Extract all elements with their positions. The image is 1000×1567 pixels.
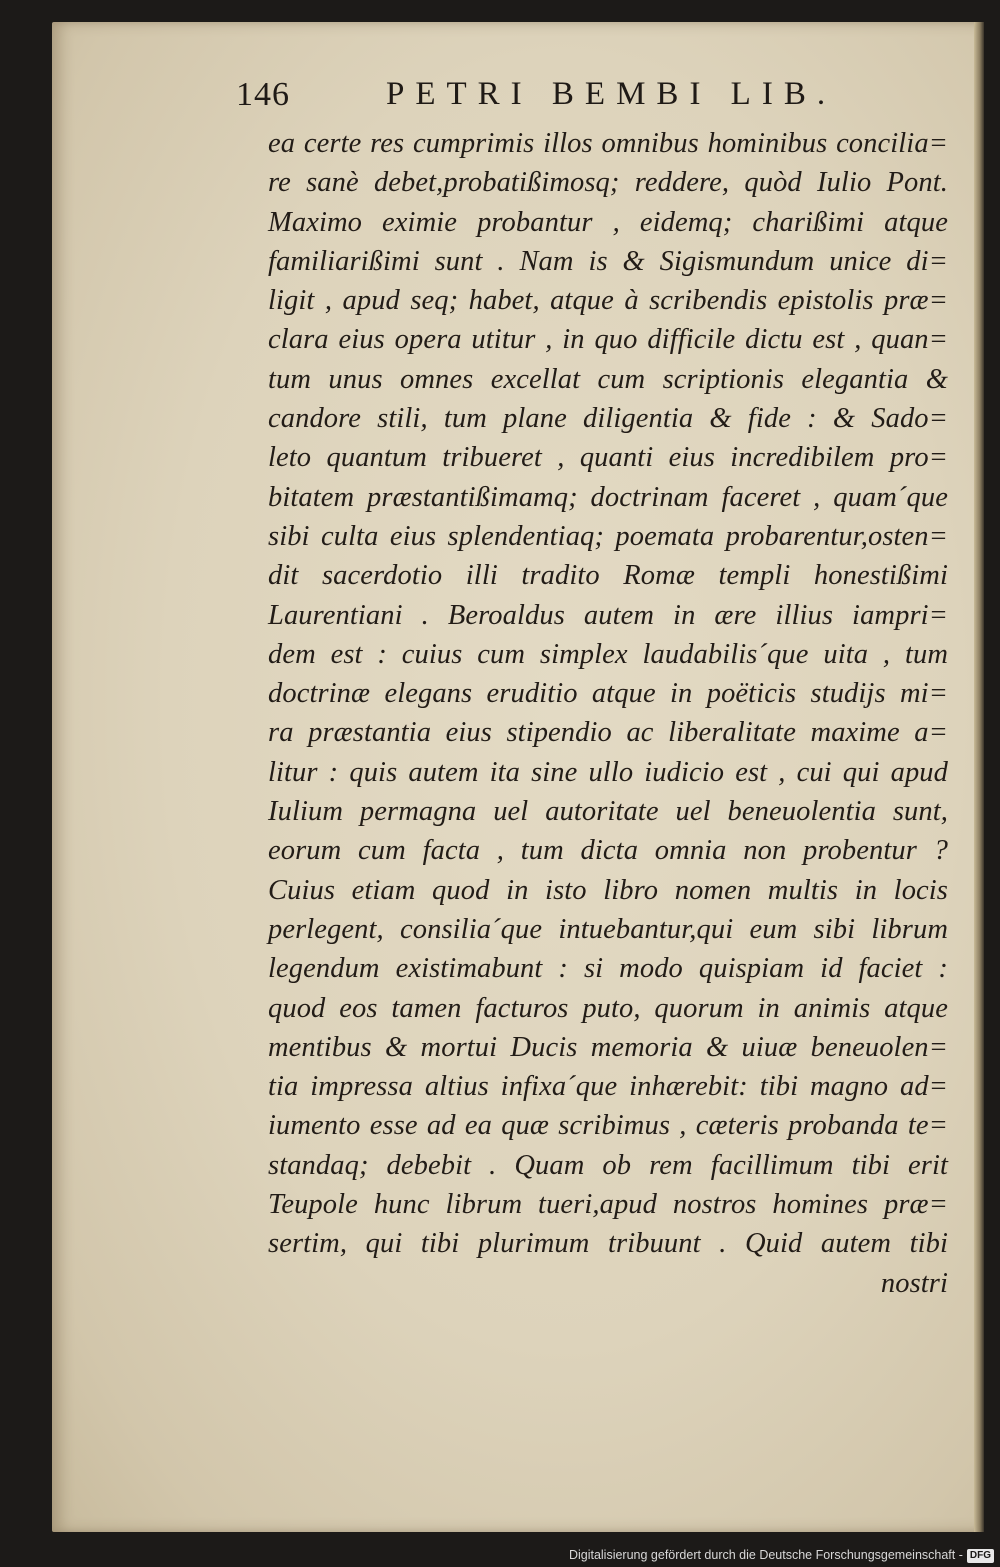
dfg-logo-icon: DFG [967,1549,994,1563]
text-line: iumento esse ad ea quæ scribimus , cæteris probanda te= [268,1110,948,1142]
text-line: doctrinæ elegans eruditio atque in poëticis studijs mi= [268,678,948,710]
credit-text: Digitalisierung gefördert durch die Deutsche Forschungsgemeinschaft - [568,1548,963,1562]
text-line: clara eius opera utitur , in quo difficile dictu est , quan= [268,324,948,356]
text-line: leto quantum tribueret , quanti eius incredibilem pro= [268,442,948,474]
text-line: standaq; debebit . Quam ob rem facillimum tibi erit [268,1149,948,1181]
text-line: Teupole hunc librum tueri,apud nostros homines præ= [268,1189,948,1221]
text-line: eorum cum facta , tum dicta omnia non probentur ? [268,835,948,867]
text-line: dem est : cuius cum simplex laudabilis´que uita , tum [268,638,948,670]
text-line: perlegent, consilia´que intuebantur,qui eum sibi librum [268,913,948,945]
running-head: PETRI BEMBI LIB. [386,76,837,112]
page-header [236,72,876,122]
text-line: ligit , apud seq; habet, atque à scribendis epistolis præ= [268,285,948,317]
text-line: Laurentiani . Beroaldus autem in ære illius iampri= [268,599,948,631]
text-line: familiarißimi sunt . Nam is & Sigismundum unice di= [268,245,948,277]
text-line: re sanè debet,probatißimosq; reddere, quòd Iulio Pont. [268,167,948,199]
text-line: ea certe res cumprimis illos omnibus hominibus concilia= [268,128,948,159]
text-line: Cuius etiam quod in isto libro nomen multis in locis [268,874,948,906]
text-line: sertim, qui tibi plurimum tribuunt . Quid autem tibi [268,1228,948,1260]
text-line: quod eos tamen facturos puto, quorum in animis atque [268,992,948,1024]
page-number: 146 [236,76,290,113]
catchword: nostri [880,1267,948,1299]
text-line: tia impressa altius infixa´que inhærebit: tibi magno ad= [268,1071,948,1103]
text-line: candore stili, tum plane diligentia & fide : & Sado= [268,403,948,435]
text-line: tum unus omnes excellat cum scriptionis elegantia & [268,363,948,395]
text-line: sibi culta eius splendentiaq; poemata probarentur,osten= [268,520,948,552]
text-line: ra præstantia eius stipendio ac liberalitate maxime a= [268,717,948,749]
text-line: Maximo eximie probantur , eidemq; charißimi atque [268,206,948,238]
text-line: litur : quis autem ita sine ullo iudicio est , cui qui apud [268,756,948,788]
digitization-credit [0,1543,994,1567]
body-text [268,124,948,1303]
text-line: legendum existimabunt : si modo quispiam id faciet : [268,953,948,985]
page-edge [974,22,984,1532]
text-line: bitatem præstantißimamq; doctrinam faceret , quam´que [268,481,948,513]
text-line: mentibus & mortui Ducis memoria & uiuæ beneuolen= [268,1031,948,1063]
text-line: dit sacerdotio illi tradito Romæ templi honestißimi [268,560,948,592]
text-line: Iulium permagna uel autoritate uel beneuolentia sunt, [268,796,948,828]
